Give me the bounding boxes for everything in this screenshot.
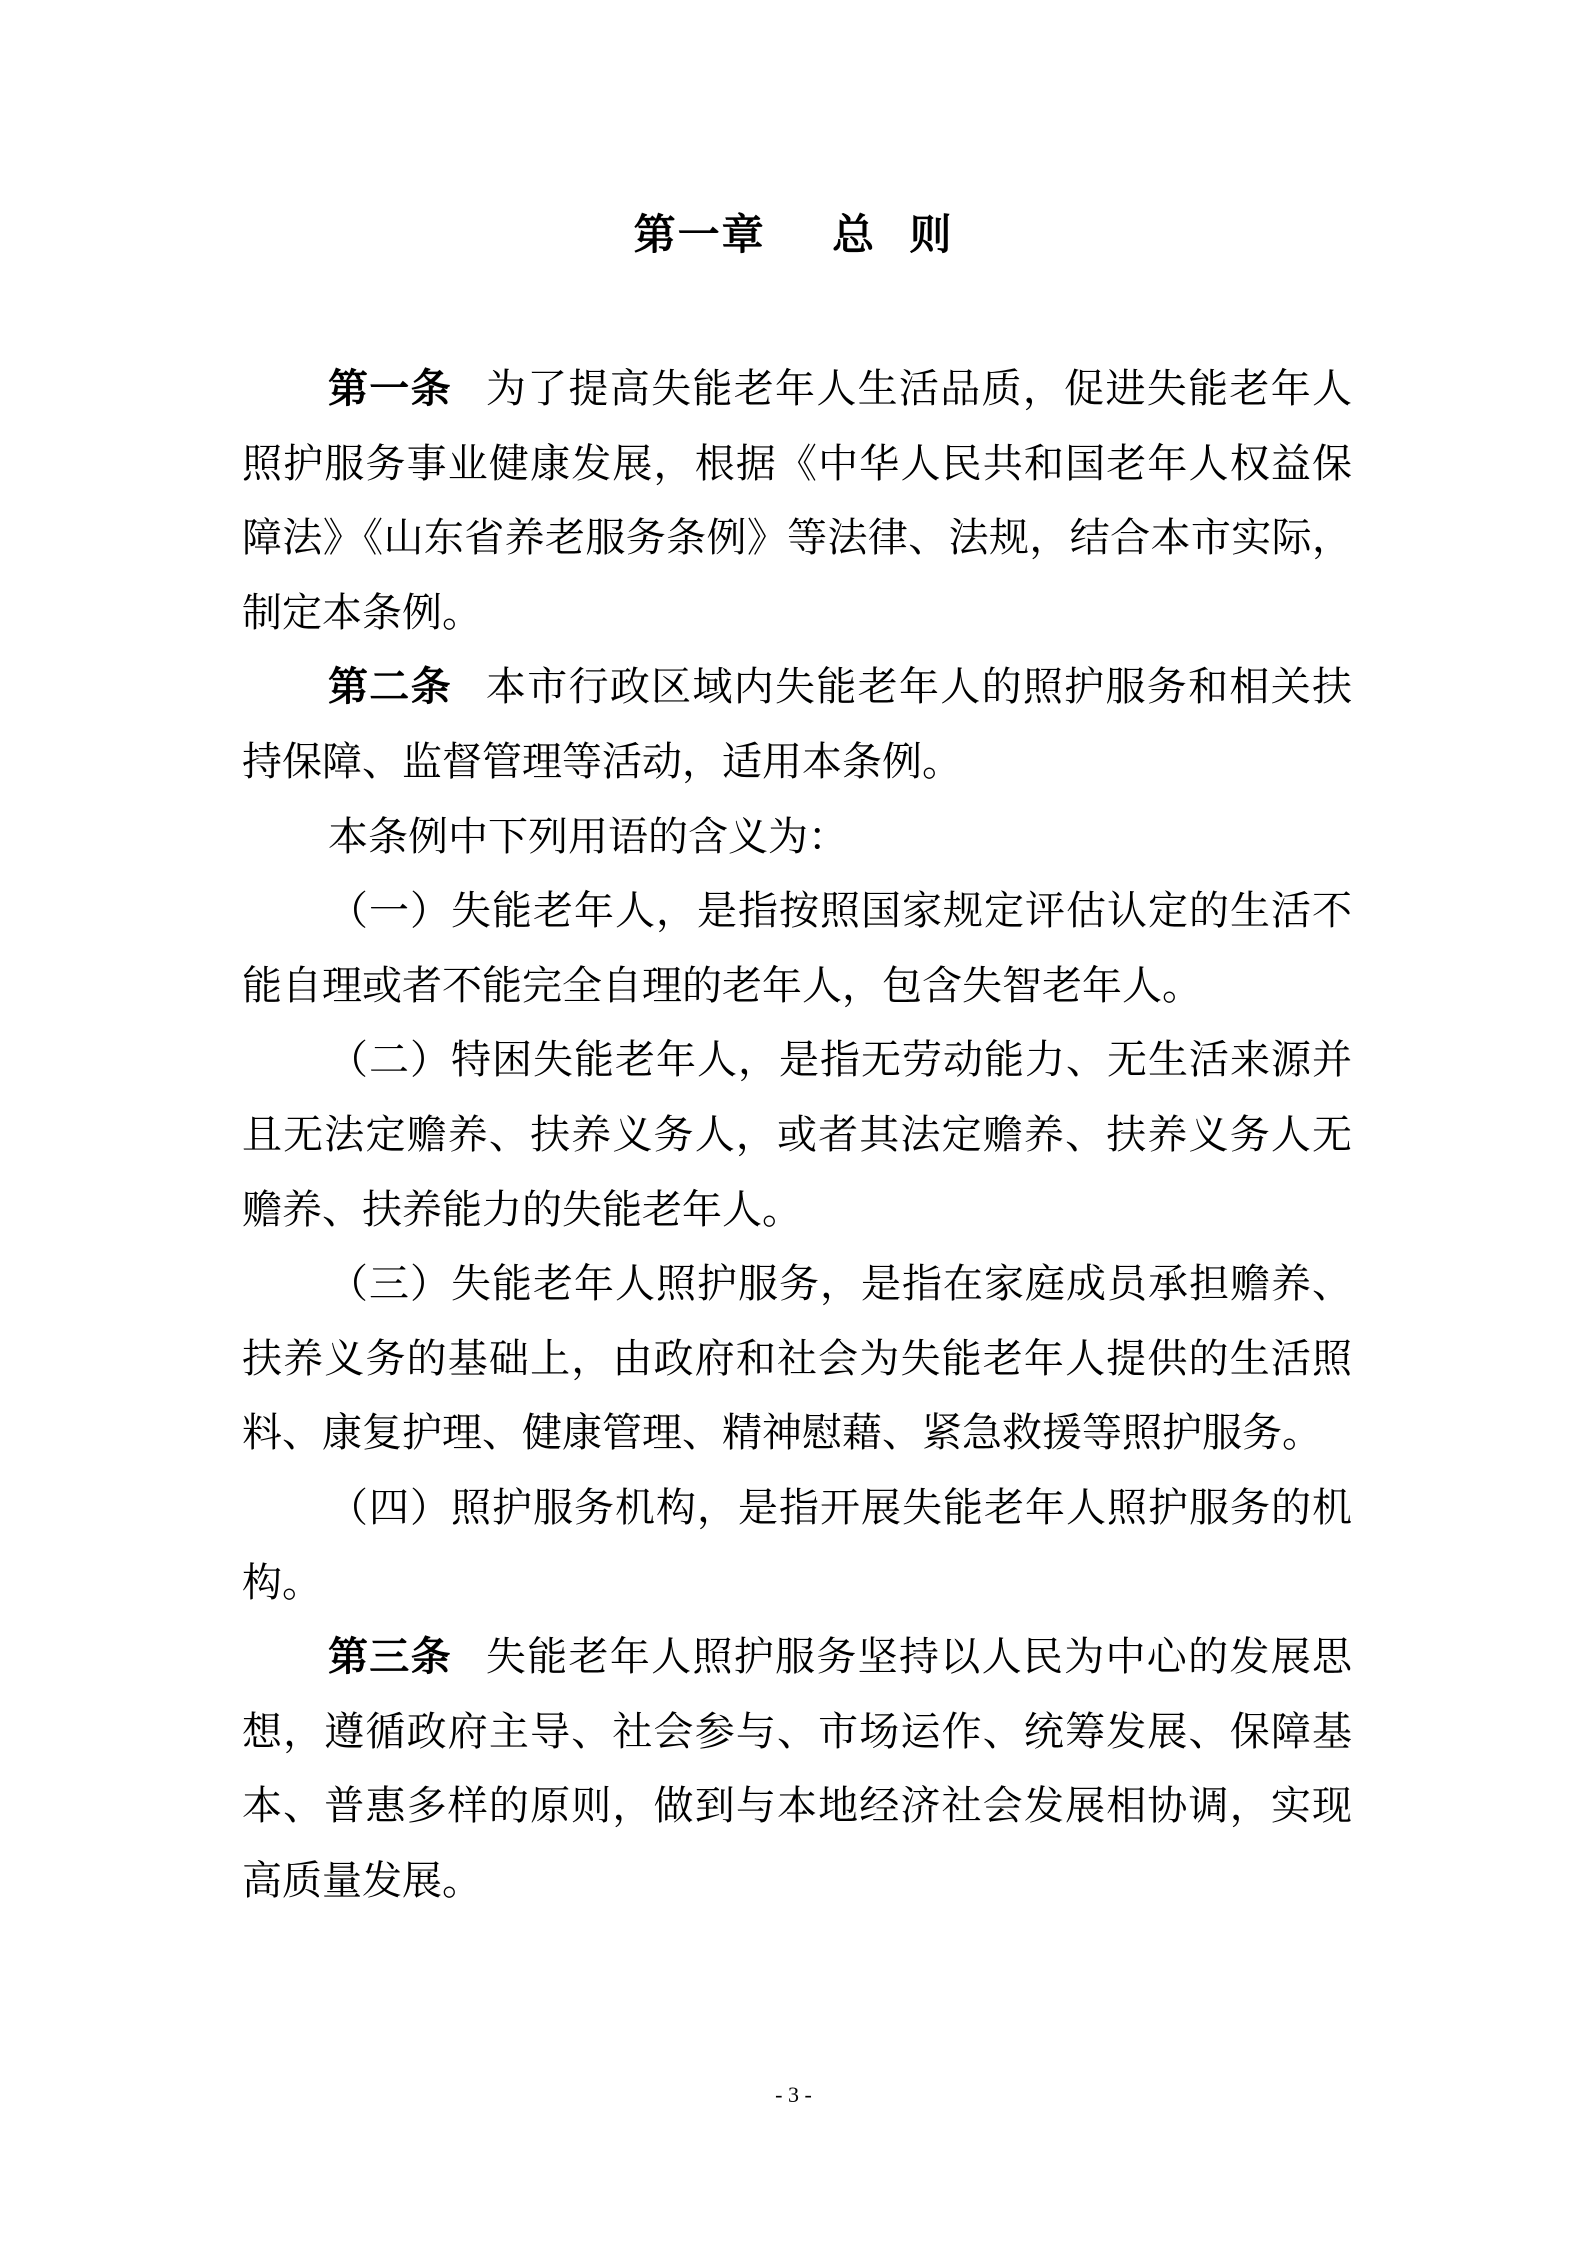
regulation-body [242,352,1352,1918]
article-2 [242,650,1352,799]
article-text: 为了提高失能老年人生活品质，促进失能老年人照护服务事业健康发展，根据《中华人民共和国老年人权益保障法》《山东省养老服务条例》等法律、法规，结合本市实际，制定本条例。 [242,366,1353,636]
definition-item-4 [242,1471,1352,1620]
definitions-intro [242,800,1352,875]
paragraph-text: （四）照护服务机构，是指开展失能老年人照护服务的机构。 [242,1484,1352,1606]
definition-item-1 [242,874,1352,1023]
definition-item-3 [242,1247,1352,1471]
chapter-title: 第一章 总 则 [633,210,954,259]
page-number: - 3 - [775,2082,812,2107]
article-3 [242,1620,1352,1918]
paragraph-text: （一）失能老年人，是指按照国家规定评估认定的生活不能自理或者不能完全自理的老年人，包含失智老年人。 [242,888,1352,1009]
article-text: 失能老年人照护服务坚持以人民为中心的发展思想，遵循政府主导、社会参与、市场运作、统筹发展、保障基本、普惠多样的原则，做到与本地经济社会发展相协调，实现高质量发展。 [242,1634,1353,1904]
paragraph-text: （三）失能老年人照护服务，是指在家庭成员承担赡养、扶养义务的基础上，由政府和社会为失能老年人提供的生活照料、康复护理、健康管理、精神慰藉、紧急救援等照护服务。 [242,1261,1352,1457]
article-heading: 第二条 [328,664,452,711]
article-heading: 第三条 [328,1634,452,1681]
article-1 [242,352,1352,650]
paragraph-text: （二）特困失能老年人，是指无劳动能力、无生活来源并且无法定赡养、扶养义务人，或者其法定赡养、扶养义务人无赡养、扶养能力的失能老年人。 [242,1037,1352,1233]
definition-item-2 [242,1023,1352,1247]
paragraph-text: 本条例中下列用语的含义为： [328,813,848,860]
article-text: 本市行政区域内失能老年人的照护服务和相关扶持保障、监督管理等活动，适用本条例。 [242,664,1353,785]
article-heading: 第一条 [328,366,452,412]
